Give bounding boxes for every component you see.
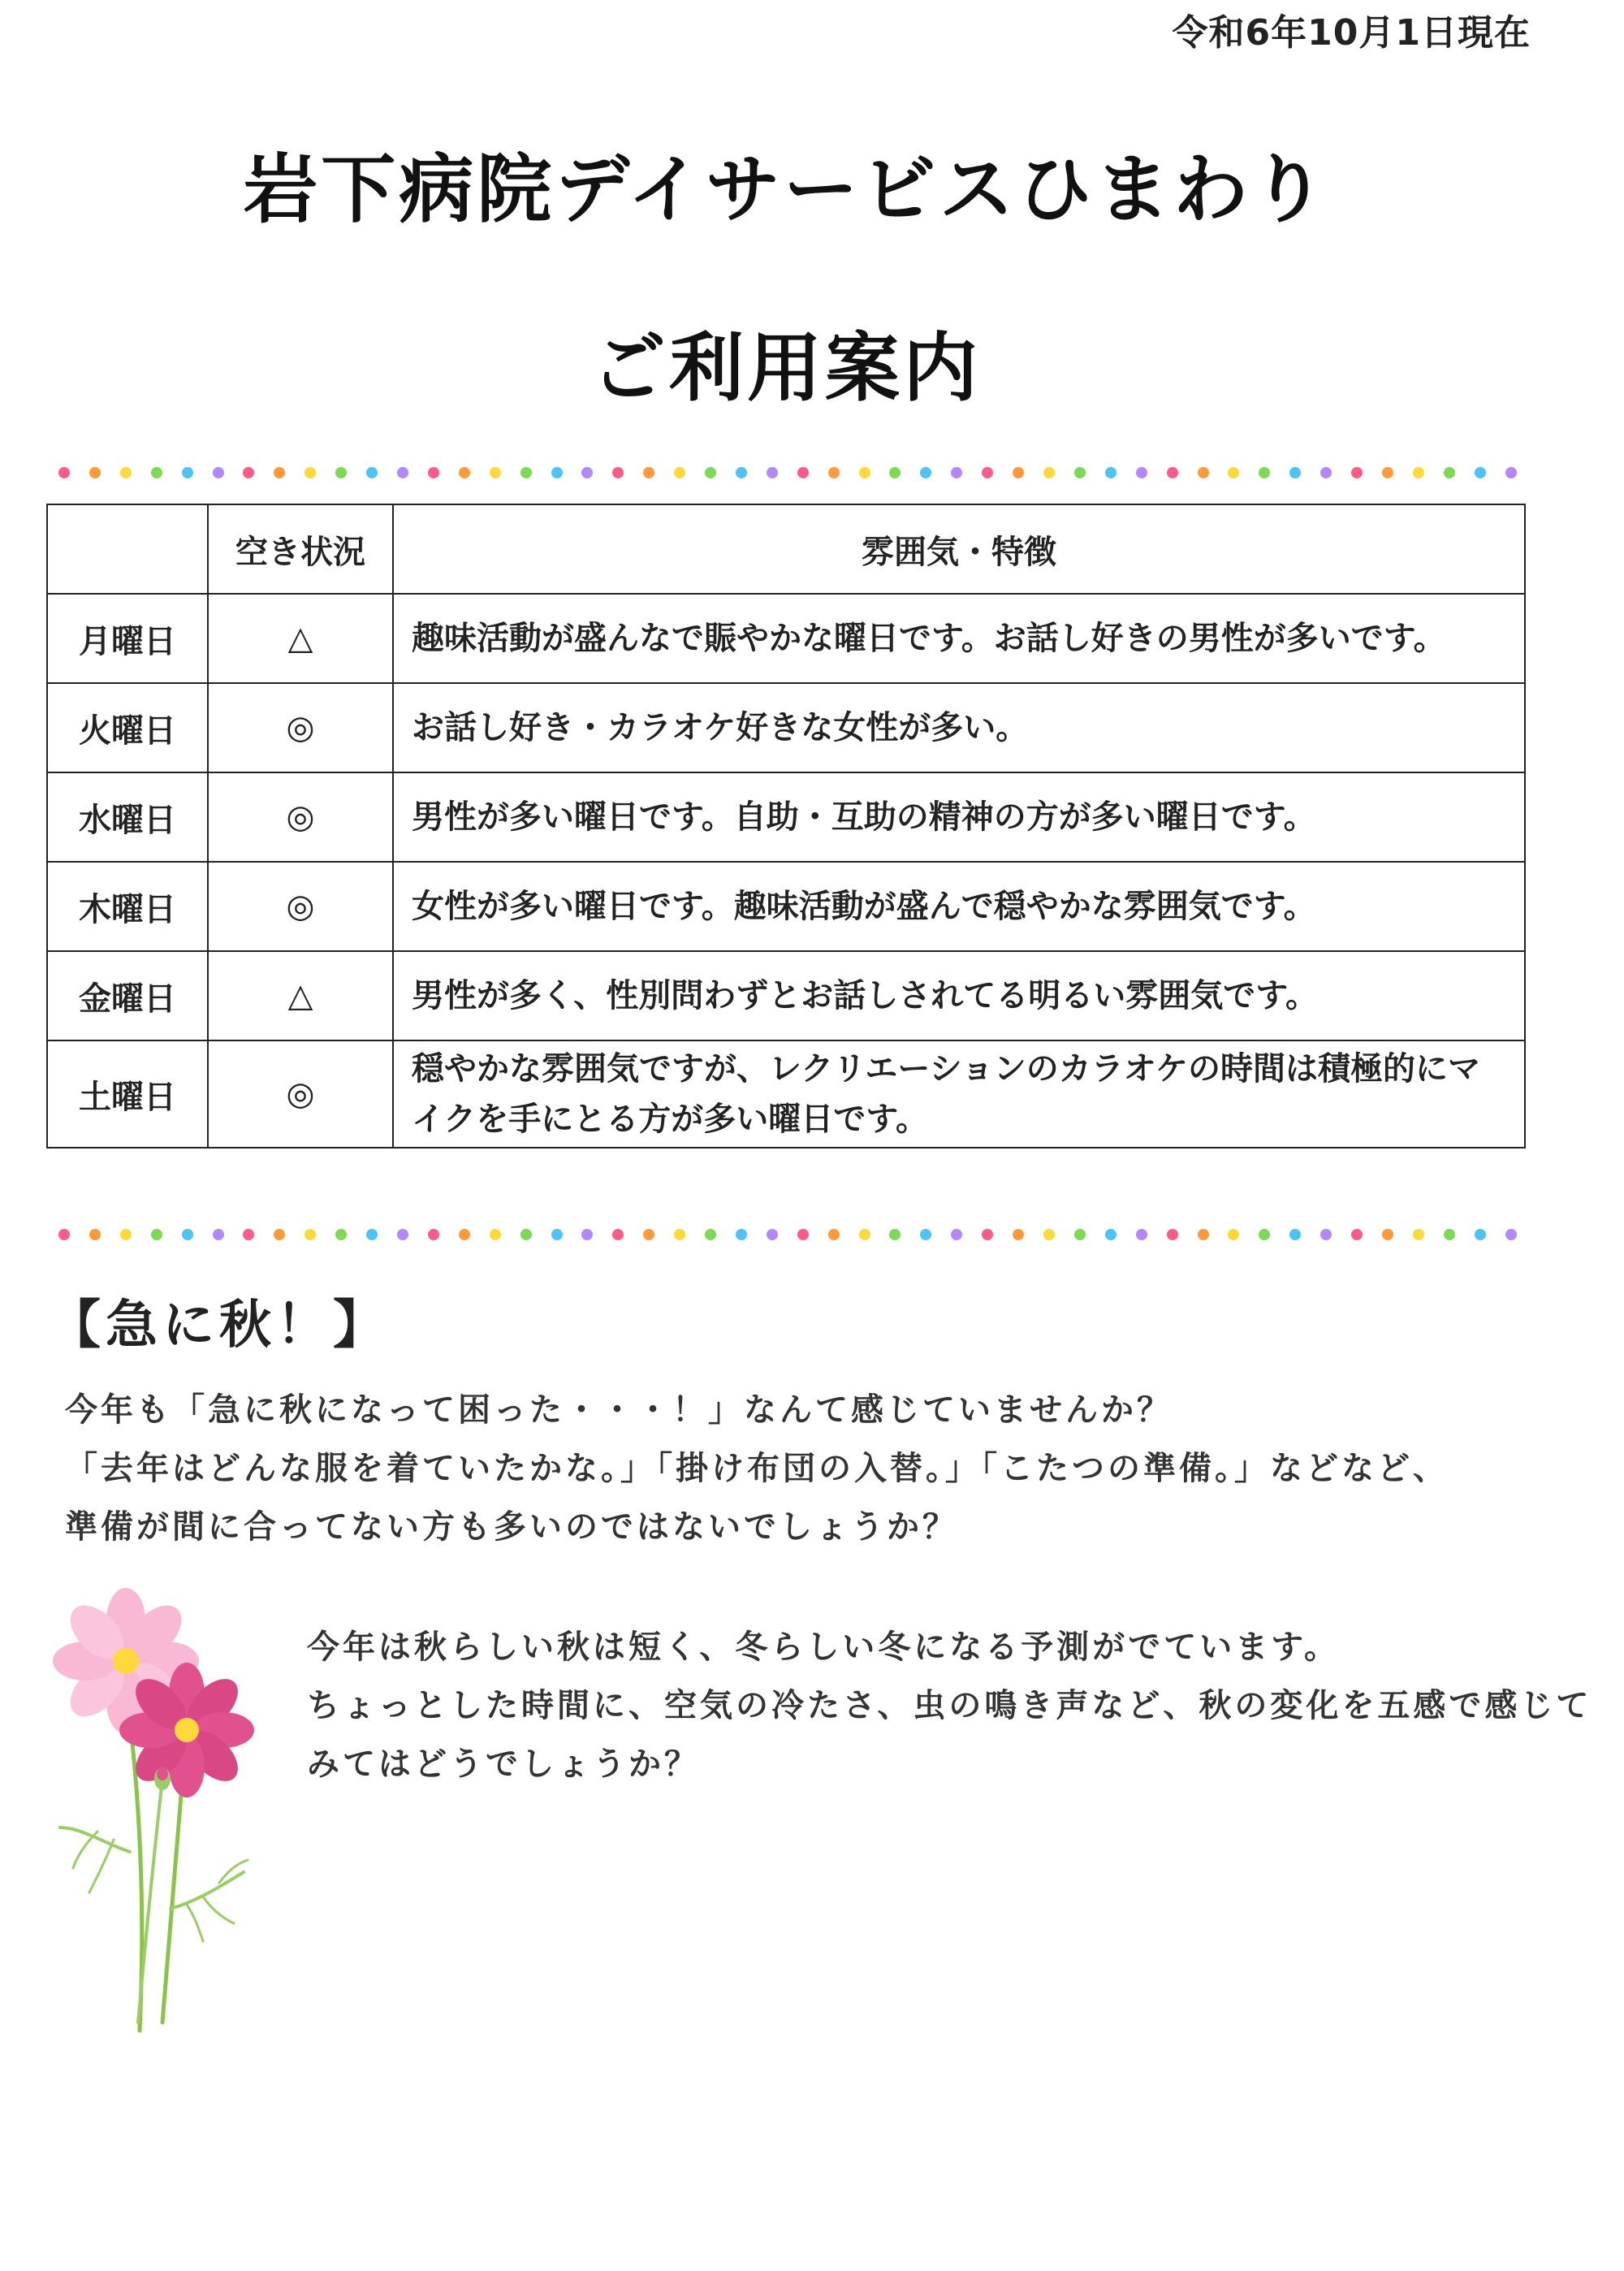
divider-dot	[1167, 467, 1178, 478]
divider-dot	[859, 467, 870, 478]
divider-dot	[274, 467, 285, 478]
divider-dot	[1259, 467, 1270, 478]
divider-dot	[1013, 467, 1024, 478]
divider-dot	[1228, 1229, 1239, 1240]
divider-dot	[459, 467, 470, 478]
divider-dot	[920, 1229, 931, 1240]
divider-dot	[243, 467, 254, 478]
divider-dot	[581, 1229, 593, 1240]
divider-dot	[982, 1229, 993, 1240]
row-availability-mark: ◎	[208, 862, 393, 951]
table-row	[47, 951, 1525, 1040]
divider-dot	[243, 1229, 254, 1240]
divider-dot	[274, 1229, 285, 1240]
divider-dot	[1259, 1229, 1270, 1240]
schedule-table	[46, 504, 1526, 1148]
row-description: お話し好き・カラオケ好きな女性が多い。	[393, 683, 1525, 772]
divider-dot	[828, 467, 840, 478]
divider-dot	[397, 1229, 408, 1240]
divider-dot	[920, 467, 931, 478]
divider-dot	[889, 1229, 901, 1240]
divider-dot	[951, 467, 962, 478]
divider-dot	[1289, 467, 1301, 478]
paragraph-line: 今年も「急に秋になって困った・・・！」なんて感じていませんか？	[65, 1391, 1173, 1429]
row-day: 水曜日	[47, 772, 208, 862]
divider-dot	[151, 467, 162, 478]
divider-dot	[1074, 1229, 1086, 1240]
divider-dot	[490, 467, 501, 478]
magenta-cosmos-bloom	[119, 1663, 254, 1797]
divider-dot	[335, 467, 347, 478]
header-blank	[47, 504, 208, 594]
paragraph-line: 「去年はどんな服を着ていたかな。」「掛け布団の入替。」「こたつの準備。」などなど、	[65, 1450, 1449, 1487]
divider-dot	[1228, 467, 1239, 478]
divider-dot	[705, 467, 716, 478]
row-day: 土曜日	[47, 1040, 208, 1148]
divider-dot	[736, 467, 747, 478]
divider-dot	[643, 1229, 654, 1240]
divider-dot	[366, 467, 378, 478]
dot-divider-bottom	[58, 1226, 1517, 1243]
header-availability: 空き状況	[208, 504, 393, 594]
divider-dot	[1136, 467, 1147, 478]
divider-dot	[1167, 1229, 1178, 1240]
paragraph-line: みてはどうでしょうか？	[307, 1745, 700, 1783]
divider-dot	[767, 467, 778, 478]
divider-dot	[951, 1229, 962, 1240]
divider-dot	[1413, 467, 1424, 478]
divider-dot	[490, 1229, 501, 1240]
divider-dot	[58, 1229, 70, 1240]
cosmos-flower-illustration	[49, 1584, 260, 2039]
date-label: 令和6年10月1日現在	[1172, 12, 1531, 54]
page-subtitle: ご利用案内	[590, 325, 981, 412]
paragraph-line: 準備が間に合ってない方も多いのではないでしょうか？	[65, 1508, 958, 1546]
divider-dot	[705, 1229, 716, 1240]
divider-dot	[213, 1229, 224, 1240]
divider-dot	[828, 1229, 840, 1240]
divider-dot	[304, 467, 316, 478]
table-row	[47, 594, 1525, 683]
divider-dot	[674, 1229, 685, 1240]
divider-dot	[612, 1229, 624, 1240]
divider-dot	[1320, 467, 1332, 478]
divider-dot	[767, 1229, 778, 1240]
divider-dot	[889, 467, 901, 478]
divider-dot	[736, 1229, 747, 1240]
divider-dot	[1013, 1229, 1024, 1240]
row-description: 趣味活動が盛んなで賑やかな曜日です。お話し好きの男性が多いです。	[393, 594, 1525, 683]
divider-dot	[1382, 1229, 1393, 1240]
closing-paragraph	[307, 1618, 1592, 1793]
divider-dot	[1351, 1229, 1363, 1240]
divider-dot	[120, 1229, 132, 1240]
intro-paragraph	[65, 1381, 1449, 1556]
divider-dot	[1413, 1229, 1424, 1240]
divider-dot	[304, 1229, 316, 1240]
divider-dot	[520, 467, 532, 478]
divider-dot	[551, 467, 563, 478]
paragraph-line: 今年は秋らしい秋は短く、冬らしい冬になる予測がでています。	[307, 1629, 1340, 1666]
divider-dot	[58, 467, 70, 478]
divider-dot	[1105, 467, 1116, 478]
divider-dot	[1444, 1229, 1455, 1240]
table-row	[47, 1040, 1525, 1148]
divider-dot	[89, 1229, 101, 1240]
divider-dot	[151, 1229, 162, 1240]
section-heading: 【急に秋！】	[49, 1296, 390, 1356]
divider-dot	[1043, 1229, 1055, 1240]
row-day: 金曜日	[47, 951, 208, 1040]
divider-dot	[1198, 467, 1209, 478]
divider-dot	[428, 1229, 439, 1240]
divider-dot	[182, 1229, 193, 1240]
divider-dot	[1105, 1229, 1116, 1240]
row-description: 男性が多く、性別問わずとお話しされてる明るい雰囲気です。	[393, 951, 1525, 1040]
divider-dot	[1475, 467, 1486, 478]
row-availability-mark: ◎	[208, 683, 393, 772]
divider-dot	[1505, 1229, 1517, 1240]
divider-dot	[1198, 1229, 1209, 1240]
divider-dot	[335, 1229, 347, 1240]
divider-dot	[551, 1229, 563, 1240]
row-description: 穏やかな雰囲気ですが、レクリエーションのカラオケの時間は積極的にマイクを手にとる方が多い曜日です。	[393, 1040, 1525, 1148]
divider-dot	[982, 467, 993, 478]
divider-dot	[674, 467, 685, 478]
flower-bud	[154, 1767, 171, 1790]
row-availability-mark: ◎	[208, 1040, 393, 1148]
divider-dot	[581, 467, 593, 478]
divider-dot	[797, 467, 809, 478]
divider-dot	[1043, 467, 1055, 478]
divider-dot	[797, 1229, 809, 1240]
dot-divider-top	[58, 465, 1517, 481]
divider-dot	[1351, 467, 1363, 478]
divider-dot	[643, 467, 654, 478]
divider-dot	[1136, 1229, 1147, 1240]
row-availability-mark: △	[208, 594, 393, 683]
divider-dot	[182, 467, 193, 478]
table-header-row	[47, 504, 1525, 594]
divider-dot	[89, 467, 101, 478]
row-availability-mark: △	[208, 951, 393, 1040]
table-row	[47, 862, 1525, 951]
page-title: 岩下病院デイサービスひまわり	[243, 146, 1329, 233]
row-day: 月曜日	[47, 594, 208, 683]
divider-dot	[1074, 467, 1086, 478]
divider-dot	[213, 467, 224, 478]
row-availability-mark: ◎	[208, 772, 393, 862]
row-day: 木曜日	[47, 862, 208, 951]
divider-dot	[397, 467, 408, 478]
divider-dot	[1382, 467, 1393, 478]
divider-dot	[520, 1229, 532, 1240]
divider-dot	[1289, 1229, 1301, 1240]
divider-dot	[428, 467, 439, 478]
divider-dot	[1475, 1229, 1486, 1240]
divider-dot	[1505, 467, 1517, 478]
divider-dot	[459, 1229, 470, 1240]
table-row	[47, 772, 1525, 862]
row-description: 女性が多い曜日です。趣味活動が盛んで穏やかな雰囲気です。	[393, 862, 1525, 951]
divider-dot	[366, 1229, 378, 1240]
divider-dot	[120, 467, 132, 478]
table-row	[47, 683, 1525, 772]
paragraph-line: ちょっとした時間に、空気の冷たさ、虫の鳴き声など、秋の変化を五感で感じて	[307, 1687, 1592, 1724]
divider-dot	[859, 1229, 870, 1240]
header-atmosphere: 雰囲気・特徴	[393, 504, 1525, 594]
divider-dot	[612, 467, 624, 478]
row-day: 火曜日	[47, 683, 208, 772]
row-description: 男性が多い曜日です。自助・互助の精神の方が多い曜日です。	[393, 772, 1525, 862]
divider-dot	[1444, 467, 1455, 478]
divider-dot	[1320, 1229, 1332, 1240]
